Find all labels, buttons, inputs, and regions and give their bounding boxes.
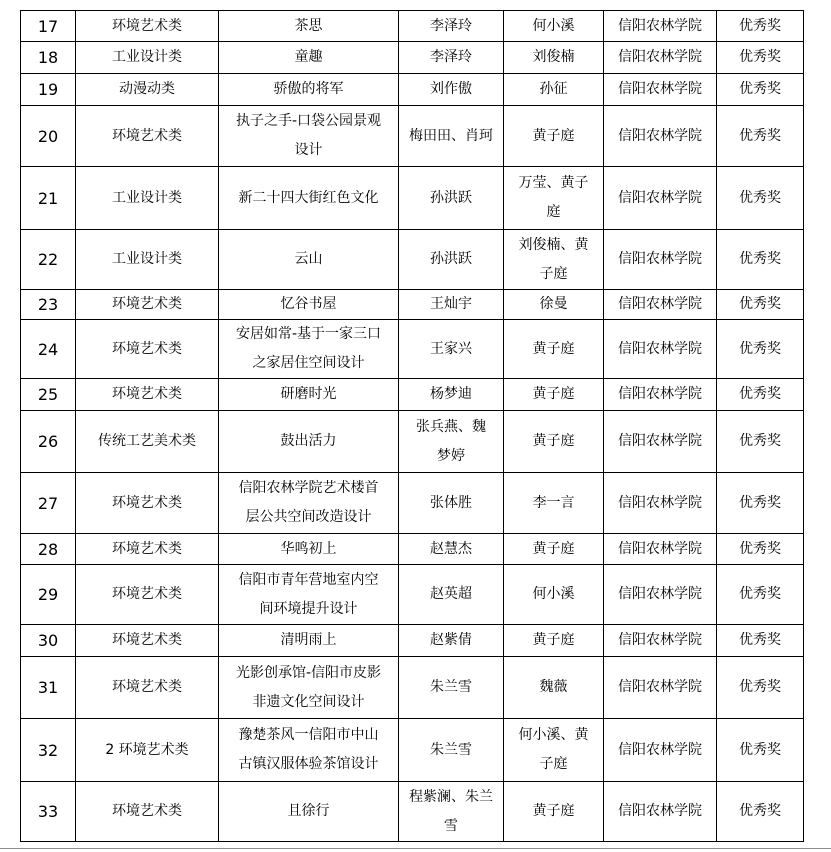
cell-advisor: 黄子庭: [504, 534, 604, 565]
cell-advisor: 何小溪: [504, 565, 604, 625]
cell-award: 优秀奖: [717, 625, 804, 657]
cell-school: 信阳农林学院: [604, 411, 717, 473]
cell-award: 优秀奖: [717, 782, 804, 842]
cell-advisor: 魏薇: [504, 657, 604, 719]
cell-category: 环境艺术类: [76, 657, 219, 719]
cell-author: 张兵燕、魏 梦婷: [399, 411, 504, 473]
award-results-table: [20, 10, 804, 842]
cell-author: 王灿宇: [399, 290, 504, 320]
cell-number: 22: [21, 230, 76, 290]
cell-school: 信阳农林学院: [604, 167, 717, 230]
cell-author: 孙洪跃: [399, 230, 504, 290]
cell-advisor: 黄子庭: [504, 106, 604, 167]
cell-author: 杨梦迪: [399, 379, 504, 411]
cell-author: 张体胜: [399, 473, 504, 534]
cell-title: 茶思: [219, 11, 399, 42]
cell-number: 33: [21, 782, 76, 842]
cell-advisor: 黄子庭: [504, 320, 604, 379]
cell-number: 30: [21, 625, 76, 657]
table-row: [21, 167, 804, 230]
table-body: [21, 11, 804, 842]
cell-school: 信阳农林学院: [604, 106, 717, 167]
cell-number: 29: [21, 565, 76, 625]
table-row: [21, 290, 804, 320]
table-row: [21, 657, 804, 719]
cell-title: 骄傲的将军: [219, 74, 399, 106]
cell-category: 动漫动类: [76, 74, 219, 106]
cell-school: 信阳农林学院: [604, 74, 717, 106]
cell-advisor: 万莹、黄子 庭: [504, 167, 604, 230]
cell-school: 信阳农林学院: [604, 719, 717, 782]
cell-title: 云山: [219, 230, 399, 290]
cell-title: 鼓出活力: [219, 411, 399, 473]
table-row: [21, 379, 804, 411]
cell-number: 21: [21, 167, 76, 230]
table-row: [21, 74, 804, 106]
cell-advisor: 黄子庭: [504, 625, 604, 657]
cell-school: 信阳农林学院: [604, 320, 717, 379]
cell-category: 2 环境艺术类: [76, 719, 219, 782]
table-row: [21, 565, 804, 625]
cell-number: 27: [21, 473, 76, 534]
cell-category: 环境艺术类: [76, 106, 219, 167]
cell-title: 安居如常-基于一家三口 之家居住空间设计: [219, 320, 399, 379]
cell-number: 19: [21, 74, 76, 106]
cell-category: 环境艺术类: [76, 625, 219, 657]
table-row: [21, 320, 804, 379]
table-row: [21, 719, 804, 782]
cell-award: 优秀奖: [717, 290, 804, 320]
cell-category: 工业设计类: [76, 230, 219, 290]
cell-author: 赵紫倩: [399, 625, 504, 657]
cell-category: 环境艺术类: [76, 534, 219, 565]
cell-category: 工业设计类: [76, 42, 219, 74]
cell-category: 环境艺术类: [76, 290, 219, 320]
cell-category: 环境艺术类: [76, 320, 219, 379]
cell-author: 程紫澜、朱兰 雪: [399, 782, 504, 842]
cell-award: 优秀奖: [717, 411, 804, 473]
cell-category: 传统工艺美术类: [76, 411, 219, 473]
cell-title: 童趣: [219, 42, 399, 74]
cell-award: 优秀奖: [717, 11, 804, 42]
cell-number: 25: [21, 379, 76, 411]
cell-award: 优秀奖: [717, 106, 804, 167]
cell-school: 信阳农林学院: [604, 290, 717, 320]
cell-title: 研磨时光: [219, 379, 399, 411]
cell-title: 信阳农林学院艺术楼首 层公共空间改造设计: [219, 473, 399, 534]
cell-number: 26: [21, 411, 76, 473]
cell-school: 信阳农林学院: [604, 782, 717, 842]
cell-author: 李泽玲: [399, 42, 504, 74]
cell-advisor: 黄子庭: [504, 782, 604, 842]
cell-author: 朱兰雪: [399, 657, 504, 719]
cell-school: 信阳农林学院: [604, 625, 717, 657]
cell-award: 优秀奖: [717, 719, 804, 782]
cell-title: 光影创承馆-信阳市皮影 非遗文化空间设计: [219, 657, 399, 719]
table-row: [21, 106, 804, 167]
cell-school: 信阳农林学院: [604, 379, 717, 411]
cell-school: 信阳农林学院: [604, 473, 717, 534]
cell-number: 28: [21, 534, 76, 565]
cell-advisor: 刘俊楠: [504, 42, 604, 74]
cell-author: 赵英超: [399, 565, 504, 625]
cell-category: 工业设计类: [76, 167, 219, 230]
cell-number: 20: [21, 106, 76, 167]
table-row: [21, 230, 804, 290]
cell-number: 32: [21, 719, 76, 782]
cell-author: 孙洪跃: [399, 167, 504, 230]
table-row: [21, 473, 804, 534]
cell-title: 忆谷书屋: [219, 290, 399, 320]
cell-number: 17: [21, 11, 76, 42]
cell-award: 优秀奖: [717, 320, 804, 379]
cell-author: 李泽玲: [399, 11, 504, 42]
cell-category: 环境艺术类: [76, 473, 219, 534]
cell-award: 优秀奖: [717, 167, 804, 230]
table-row: [21, 534, 804, 565]
cell-title: 新二十四大街红色文化: [219, 167, 399, 230]
cell-school: 信阳农林学院: [604, 534, 717, 565]
cell-number: 31: [21, 657, 76, 719]
cell-advisor: 黄子庭: [504, 379, 604, 411]
cell-category: 环境艺术类: [76, 565, 219, 625]
cell-award: 优秀奖: [717, 230, 804, 290]
table-row: [21, 42, 804, 74]
cell-advisor: 黄子庭: [504, 411, 604, 473]
cell-advisor: 刘俊楠、黄 子庭: [504, 230, 604, 290]
cell-award: 优秀奖: [717, 657, 804, 719]
cell-school: 信阳农林学院: [604, 657, 717, 719]
cell-school: 信阳农林学院: [604, 42, 717, 74]
cell-title: 且徐行: [219, 782, 399, 842]
cell-number: 18: [21, 42, 76, 74]
cell-advisor: 孙征: [504, 74, 604, 106]
cell-award: 优秀奖: [717, 534, 804, 565]
cell-advisor: 李一言: [504, 473, 604, 534]
table-row: [21, 11, 804, 42]
cell-title: 华鸣初上: [219, 534, 399, 565]
cell-award: 优秀奖: [717, 565, 804, 625]
cell-title: 信阳市青年营地室内空 间环境提升设计: [219, 565, 399, 625]
page-edge-divider: [0, 848, 831, 849]
table-row: [21, 782, 804, 842]
cell-award: 优秀奖: [717, 74, 804, 106]
cell-school: 信阳农林学院: [604, 565, 717, 625]
cell-author: 刘作傲: [399, 74, 504, 106]
cell-author: 王家兴: [399, 320, 504, 379]
cell-category: 环境艺术类: [76, 11, 219, 42]
cell-title: 清明雨上: [219, 625, 399, 657]
cell-category: 环境艺术类: [76, 379, 219, 411]
cell-title: 执子之手-口袋公园景观 设计: [219, 106, 399, 167]
cell-author: 梅田田、肖珂: [399, 106, 504, 167]
cell-author: 朱兰雪: [399, 719, 504, 782]
table-row: [21, 411, 804, 473]
table-row: [21, 625, 804, 657]
cell-number: 24: [21, 320, 76, 379]
cell-award: 优秀奖: [717, 379, 804, 411]
cell-advisor: 何小溪、黄 子庭: [504, 719, 604, 782]
cell-number: 23: [21, 290, 76, 320]
cell-award: 优秀奖: [717, 42, 804, 74]
cell-title: 豫楚茶风一信阳市中山 古镇汉服体验茶馆设计: [219, 719, 399, 782]
cell-author: 赵慧杰: [399, 534, 504, 565]
cell-category: 环境艺术类: [76, 782, 219, 842]
cell-school: 信阳农林学院: [604, 11, 717, 42]
cell-advisor: 徐曼: [504, 290, 604, 320]
cell-award: 优秀奖: [717, 473, 804, 534]
cell-school: 信阳农林学院: [604, 230, 717, 290]
cell-advisor: 何小溪: [504, 11, 604, 42]
